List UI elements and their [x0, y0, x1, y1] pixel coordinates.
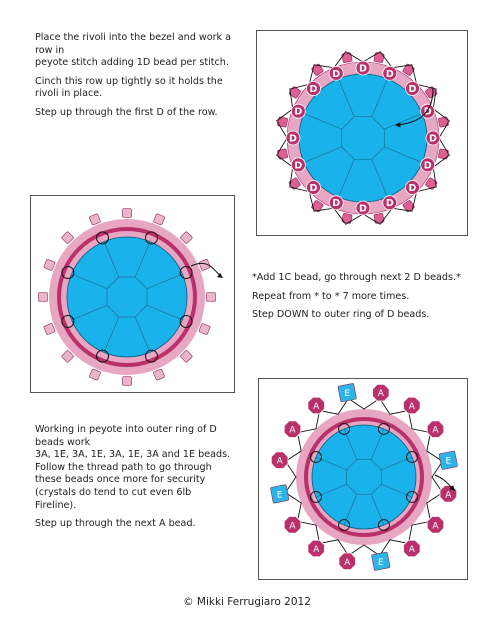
d-bead-label: D: [294, 160, 303, 172]
outer-d-bead: [374, 213, 385, 224]
outer-d-bead: [39, 293, 48, 302]
d-bead-label: D: [309, 84, 318, 96]
a-bead-label: A: [289, 521, 296, 532]
a-bead-label: A: [432, 425, 439, 436]
step2-line-1: *Add 1C bead, go through next 2 D beads.*: [252, 272, 461, 283]
d-bead-label: D: [429, 133, 437, 145]
step3-line-4: (crystals do tend to cut even 6lb Fireline).: [35, 486, 192, 511]
outer-d-bead: [153, 214, 165, 226]
outer-d-bead: [438, 117, 449, 128]
outer-d-bead: [277, 149, 288, 160]
e-bead-label: E: [445, 456, 452, 467]
outer-d-bead: [89, 369, 101, 381]
outer-d-bead: [123, 377, 132, 386]
step2-instructions: [252, 272, 482, 328]
outer-d-bead: [89, 214, 101, 226]
e-bead-label: E: [344, 389, 351, 400]
outer-d-bead: [438, 149, 449, 160]
outer-d-bead: [374, 52, 385, 63]
a-bead-label: A: [445, 490, 452, 501]
a-bead-label: A: [432, 521, 439, 532]
a-bead-label: A: [408, 401, 415, 412]
d-bead-label: D: [359, 203, 367, 215]
step1-line-4: Step up through the first D of the row.: [35, 106, 218, 118]
rivoli-crystal: [312, 425, 416, 529]
a-bead-label: A: [408, 545, 415, 556]
d-bead-label: D: [423, 160, 432, 172]
d-bead-label: D: [332, 68, 341, 80]
step3-line-3: Follow the thread path to go through these beads once more for security: [35, 461, 212, 486]
step1-svg: [257, 31, 469, 237]
d-bead-label: D: [294, 106, 303, 118]
a-bead-label: A: [313, 401, 320, 412]
outer-d-bead: [342, 52, 353, 63]
step2-diagram: [30, 195, 235, 393]
step3-svg: [259, 379, 469, 581]
a-bead-label: A: [377, 389, 384, 400]
d-bead-label: D: [359, 63, 367, 75]
a-bead-label: A: [313, 545, 320, 556]
outer-d-bead: [277, 117, 288, 128]
d-bead-label: D: [423, 106, 432, 118]
step1-line-3: Cinch this row up tightly so it holds the rivoli in place.: [35, 75, 223, 100]
outer-d-bead: [123, 209, 132, 218]
step2-svg: [31, 196, 236, 394]
outer-d-bead: [44, 323, 56, 335]
rivoli-crystal: [67, 237, 187, 357]
step2-line-2: Repeat from * to * 7 more times.: [252, 290, 410, 302]
d-bead-label: D: [385, 68, 394, 80]
d-bead-label: D: [332, 198, 341, 210]
e-bead-label: E: [377, 557, 384, 568]
outer-d-bead: [199, 323, 211, 335]
step3-line-2: 3A, 1E, 3A, 1E, 3A, 1E, 3A and 1E beads.: [35, 449, 231, 461]
d-bead-label: D: [408, 182, 417, 194]
copyright-footer: © Mikki Ferrugiaro 2012: [183, 596, 311, 608]
step3-instructions: [35, 424, 235, 537]
step1-instructions: [35, 32, 235, 126]
step2-line-3: Step DOWN to outer ring of D beads.: [252, 309, 430, 321]
a-bead-label: A: [276, 456, 283, 467]
outer-d-bead: [153, 369, 165, 381]
outer-d-bead: [43, 259, 55, 271]
d-bead-label: D: [309, 182, 318, 194]
d-bead-label: D: [408, 84, 417, 96]
d-bead-label: D: [385, 198, 394, 210]
step3-line-5: Step up through the next A bead.: [35, 518, 196, 530]
outer-d-bead: [342, 213, 353, 224]
step1-line-2: peyote stitch adding 1D bead per stitch.: [35, 57, 229, 69]
step3-diagram: [258, 378, 468, 580]
d-bead-label: D: [289, 133, 297, 145]
a-bead-label: A: [344, 557, 351, 568]
a-bead-label: A: [289, 425, 296, 436]
e-bead-label: E: [276, 490, 283, 501]
step1-line-1: Place the rivoli into the bezel and work a row in: [35, 32, 231, 56]
step1-diagram: [256, 30, 468, 236]
step3-line-1: Working in peyote into outer ring of D beads work: [35, 424, 217, 448]
outer-d-bead: [207, 293, 216, 302]
